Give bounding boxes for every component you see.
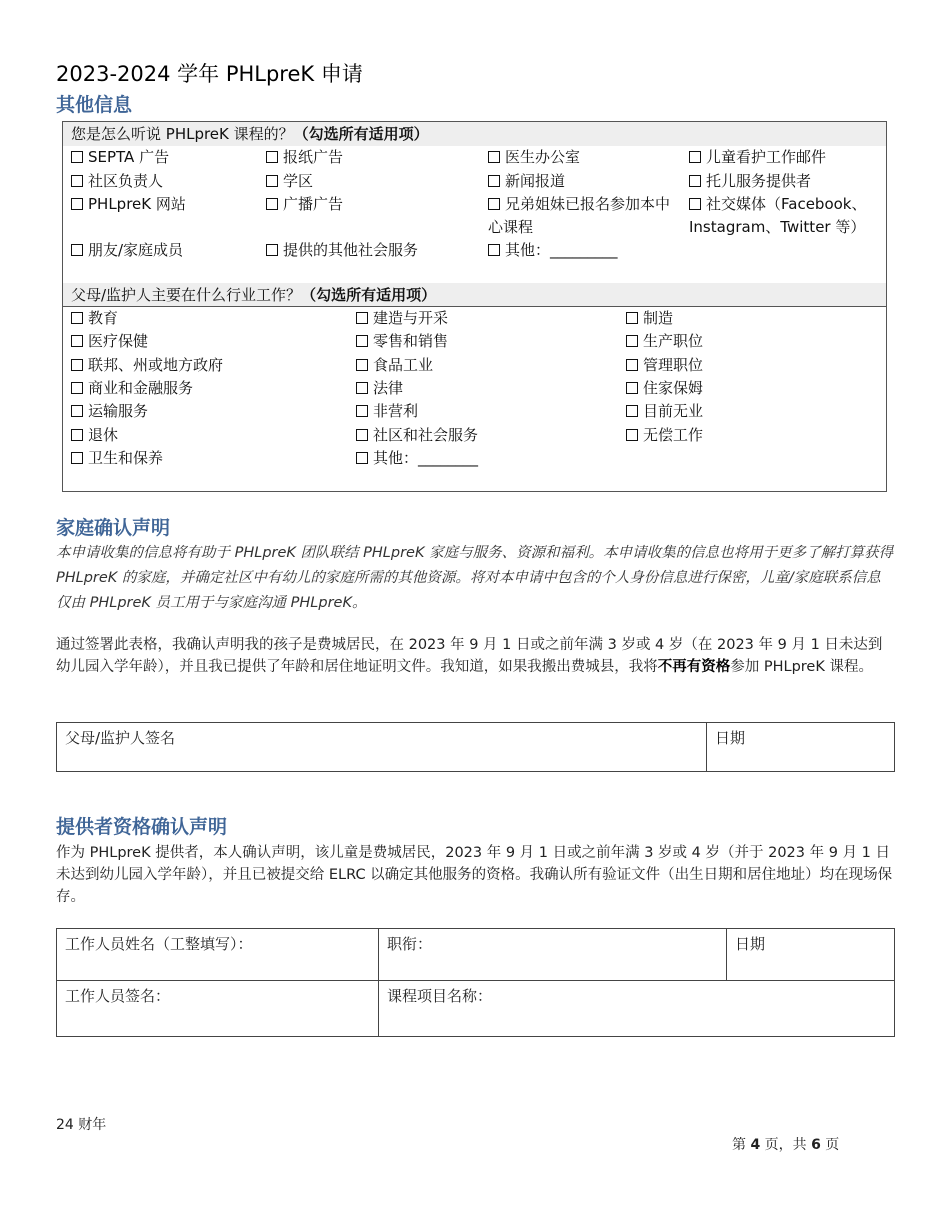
q1-instruction: （勾选所有适用项） [293, 125, 429, 143]
checkbox-icon[interactable] [356, 382, 368, 394]
checkbox-icon[interactable] [71, 382, 83, 394]
q2-option[interactable]: 建造与开采 [356, 307, 448, 330]
checkbox-icon[interactable] [626, 405, 638, 417]
checkbox-icon[interactable] [689, 198, 701, 210]
section-title-family: 家庭确认声明 [56, 517, 171, 539]
checkbox-icon[interactable] [71, 312, 83, 324]
checkbox-icon[interactable] [71, 175, 83, 187]
q2-option[interactable]: 卫生和保养 [71, 447, 163, 470]
q2-instruction: （勾选所有适用项） [301, 286, 437, 304]
staff-title-field[interactable] [379, 929, 727, 981]
q1-option[interactable]: 提供的其他社会服务 [266, 239, 418, 262]
q2-option[interactable]: 无偿工作 [626, 424, 703, 447]
q1-option[interactable]: 其他：_________ [488, 239, 618, 262]
q2-option[interactable]: 其他：________ [356, 447, 478, 470]
provider-date-label: 日期 [735, 935, 766, 953]
checkbox-icon[interactable] [488, 244, 500, 256]
checkbox-icon[interactable] [71, 244, 83, 256]
q2-option[interactable]: 退休 [71, 424, 118, 447]
q1-prompt: 您是怎么听说 PHLpreK 课程的？ [71, 125, 294, 143]
checkbox-icon[interactable] [266, 244, 278, 256]
q2-option[interactable]: 教育 [71, 307, 118, 330]
checkbox-icon[interactable] [71, 359, 83, 371]
q2-option[interactable]: 运输服务 [71, 400, 148, 423]
q1-option[interactable]: 社区负责人 [71, 170, 163, 193]
q1-option[interactable]: 报纸广告 [266, 146, 343, 169]
q2-header [63, 283, 886, 307]
q1-option[interactable]: 医生办公室 [488, 146, 580, 169]
staff-title-label: 职衔： [387, 935, 433, 953]
parent-date-label: 日期 [715, 729, 746, 747]
checkbox-icon[interactable] [488, 151, 500, 163]
q2-option[interactable]: 零售和销售 [356, 330, 448, 353]
parent-signature-label: 父母/监护人签名 [65, 729, 176, 747]
checkbox-icon[interactable] [266, 198, 278, 210]
q2-prompt: 父母/监护人主要在什么行业工作？ [71, 286, 302, 304]
q1-option[interactable]: 托儿服务提供者 [689, 170, 811, 193]
q1-option[interactable]: 社交媒体（Facebook、Instagram、Twitter 等） [689, 195, 867, 236]
checkbox-icon[interactable] [71, 335, 83, 347]
checkbox-icon[interactable] [356, 405, 368, 417]
q1-option[interactable]: 广播广告 [266, 193, 343, 216]
provider-info-table [56, 928, 895, 1037]
q1-option[interactable]: 学区 [266, 170, 313, 193]
q2-option[interactable]: 生产职位 [626, 330, 703, 353]
parent-signature-table [56, 722, 895, 772]
provider-date-field[interactable] [727, 929, 895, 981]
staff-signature-label: 工作人员签名： [65, 987, 171, 1005]
q2-option[interactable]: 医疗保健 [71, 330, 148, 353]
checkbox-icon[interactable] [71, 429, 83, 441]
family-confirm-paragraph: 通过签署此表格，我确认声明我的孩子是费城居民，在 2023 年 9 月 1 日或之前年满 3 岁或 4 岁（在 2023 年 9 月 1 日未达到幼儿园入学年龄），并且我已提供了年龄和居住地证明文件。我知道，如果我搬出费城县，我将不再有资格参加 PHLpreK 课程。 [56, 637, 883, 675]
checkbox-icon[interactable] [356, 335, 368, 347]
checkbox-icon[interactable] [689, 151, 701, 163]
q1-option[interactable]: 新闻报道 [488, 170, 565, 193]
checkbox-icon[interactable] [266, 175, 278, 187]
parent-date-field[interactable] [707, 723, 895, 772]
staff-signature-field[interactable] [57, 981, 379, 1037]
checkbox-icon[interactable] [626, 429, 638, 441]
q2-option[interactable]: 住家保姆 [626, 377, 703, 400]
q1-option[interactable]: 儿童看护工作邮件 [689, 146, 826, 169]
q1-option[interactable]: 朋友/家庭成员 [71, 239, 183, 262]
q1-option[interactable]: PHLpreK 网站 [71, 193, 186, 216]
checkbox-icon[interactable] [488, 198, 500, 210]
checkbox-icon[interactable] [356, 312, 368, 324]
q1-option[interactable]: 兄弟姐妹已报名参加本中心课程 [488, 195, 671, 236]
q2-option[interactable]: 管理职位 [626, 354, 703, 377]
family-italic-paragraph: 本申请收集的信息将有助于 PHLpreK 团队联结 PHLpreK 家庭与服务、资源和福利。本申请收集的信息也将用于更多了解打算获得 PHLpreK 的家庭，并确定社区中有幼儿的家庭所需的其他资源。将对本申请中包含的个人身份信息进行保密，儿童/家庭联系信息仅由 PHLpreK 员工用于与家庭沟通 PHLpreK。 [56, 545, 894, 611]
program-name-label: 课程项目名称： [387, 987, 493, 1005]
checkbox-icon[interactable] [71, 452, 83, 464]
other-info-box [62, 121, 887, 492]
checkbox-icon[interactable] [71, 198, 83, 210]
q2-option[interactable]: 法律 [356, 377, 403, 400]
parent-signature-field[interactable] [57, 723, 707, 772]
q2-option[interactable]: 目前无业 [626, 400, 703, 423]
checkbox-icon[interactable] [356, 429, 368, 441]
checkbox-icon[interactable] [356, 452, 368, 464]
q2-option[interactable]: 社区和社会服务 [356, 424, 478, 447]
staff-name-label: 工作人员姓名（工整填写）： [65, 935, 253, 953]
checkbox-icon[interactable] [266, 151, 278, 163]
staff-name-field[interactable] [57, 929, 379, 981]
checkbox-icon[interactable] [626, 382, 638, 394]
section-title-provider: 提供者资格确认声明 [56, 816, 228, 838]
no-longer-eligible-text: 不再有资格 [657, 659, 731, 675]
q2-option[interactable]: 联邦、州或地方政府 [71, 354, 223, 377]
fiscal-year-label: 24 财年 [56, 1117, 107, 1133]
provider-paragraph: 作为 PHLpreK 提供者，本人确认声明，该儿童是费城居民，2023 年 9 月 1 日或之前年满 3 岁或 4 岁（并于 2023 年 9 月 1 日未达到幼儿园入学年龄），并且已被提交给 ELRC 以确定其他服务的资格。我确认所有验证文件（出生日期和居住地址）均在现场保存。 [56, 845, 893, 905]
q2-option[interactable]: 食品工业 [356, 354, 433, 377]
checkbox-icon[interactable] [626, 359, 638, 371]
q2-option[interactable]: 商业和金融服务 [71, 377, 193, 400]
q2-option[interactable]: 非营利 [356, 400, 418, 423]
q1-header [63, 122, 886, 146]
q2-option[interactable]: 制造 [626, 307, 673, 330]
checkbox-icon[interactable] [71, 151, 83, 163]
page-number: 第 4 页，共 6 页 [732, 1137, 840, 1153]
checkbox-icon[interactable] [488, 175, 500, 187]
section-title-other-info: 其他信息 [56, 94, 133, 116]
document-title: 2023-2024 学年 PHLpreK 申请 [56, 62, 363, 86]
checkbox-icon[interactable] [356, 359, 368, 371]
checkbox-icon[interactable] [626, 335, 638, 347]
checkbox-icon[interactable] [626, 312, 638, 324]
checkbox-icon[interactable] [71, 405, 83, 417]
checkbox-icon[interactable] [689, 175, 701, 187]
program-name-field[interactable] [379, 981, 895, 1037]
q1-option[interactable]: SEPTA 广告 [71, 146, 169, 169]
